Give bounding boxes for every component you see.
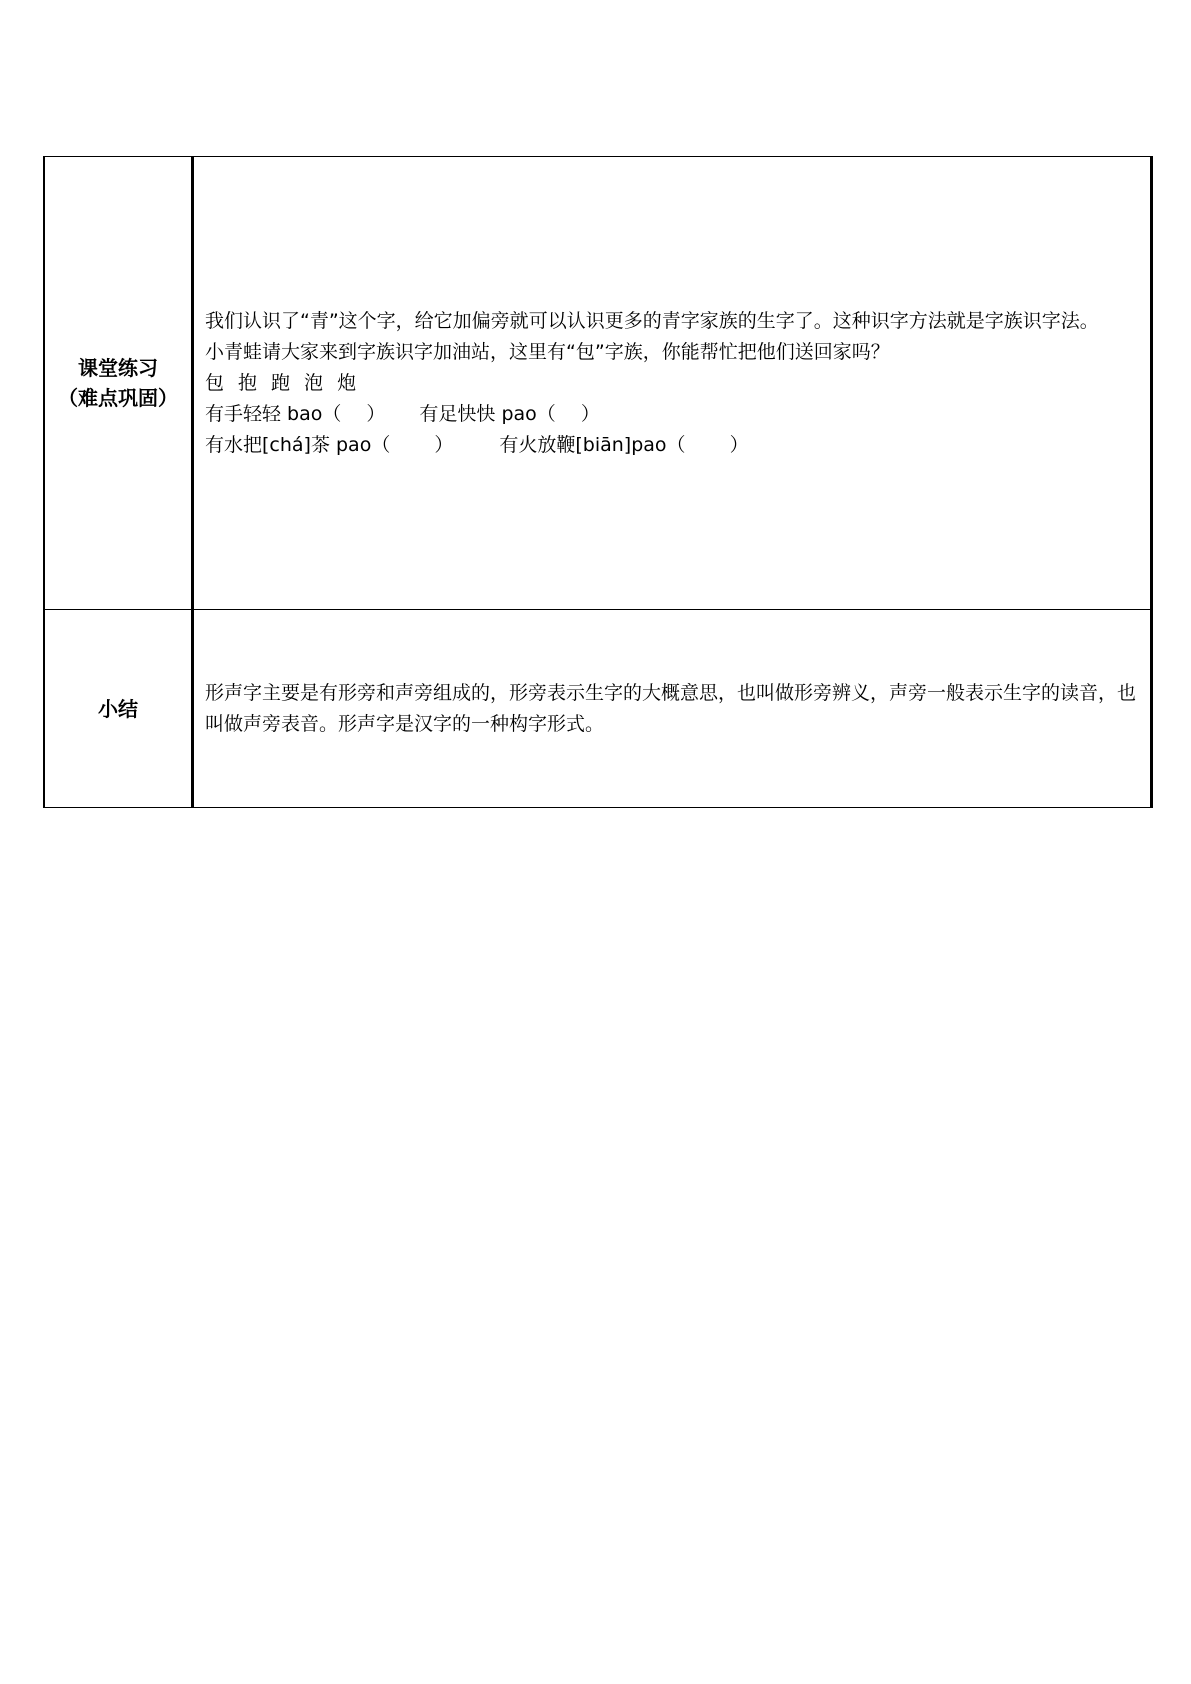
fill-blank-item: 有手轻轻 bao（ ） bbox=[205, 402, 386, 425]
character-item: 泡 bbox=[304, 371, 324, 394]
character-item: 抱 bbox=[238, 371, 258, 394]
fill-blank-line-2 bbox=[205, 430, 1140, 461]
practice-paragraph-2: 小青蛙请大家来到字族识字加油站，这里有“包”字族，你能帮忙把他们送回家吗？ bbox=[205, 340, 890, 363]
fill-blank-item: 有水把[chá]茶 pao（ ） bbox=[205, 433, 454, 456]
practice-content-cell bbox=[193, 157, 1152, 610]
fill-blank-item: 有足快快 pao（ ） bbox=[419, 402, 600, 425]
summary-label: 小结 bbox=[98, 696, 138, 721]
character-item: 包 bbox=[205, 371, 225, 394]
practice-label-subtitle: （难点巩固） bbox=[58, 386, 178, 410]
practice-label-title: 课堂练习 bbox=[78, 356, 158, 380]
summary-row bbox=[44, 610, 1152, 808]
fill-blank-line-1 bbox=[205, 399, 1140, 430]
lesson-table bbox=[43, 156, 1153, 808]
character-item: 炮 bbox=[337, 371, 357, 394]
summary-text: 形声字主要是有形旁和声旁组成的，形旁表示生字的大概意思，也叫做形旁辨义，声旁一般表示生字的读音，也叫做声旁表音。形声字是汉字的一种构字形式。 bbox=[205, 681, 1137, 735]
character-list bbox=[205, 368, 1140, 399]
practice-label-cell bbox=[44, 157, 193, 610]
summary-label-cell bbox=[44, 610, 193, 808]
character-item: 跑 bbox=[271, 371, 291, 394]
practice-paragraph-1: 我们认识了“青”这个字，给它加偏旁就可以认识更多的青字家族的生字了。这种识字方法就是字族识字法。 bbox=[205, 309, 1099, 332]
fill-blank-item: 有火放鞭[biān]pao（ ） bbox=[499, 433, 749, 456]
summary-content-cell bbox=[193, 610, 1152, 808]
practice-row bbox=[44, 157, 1152, 610]
